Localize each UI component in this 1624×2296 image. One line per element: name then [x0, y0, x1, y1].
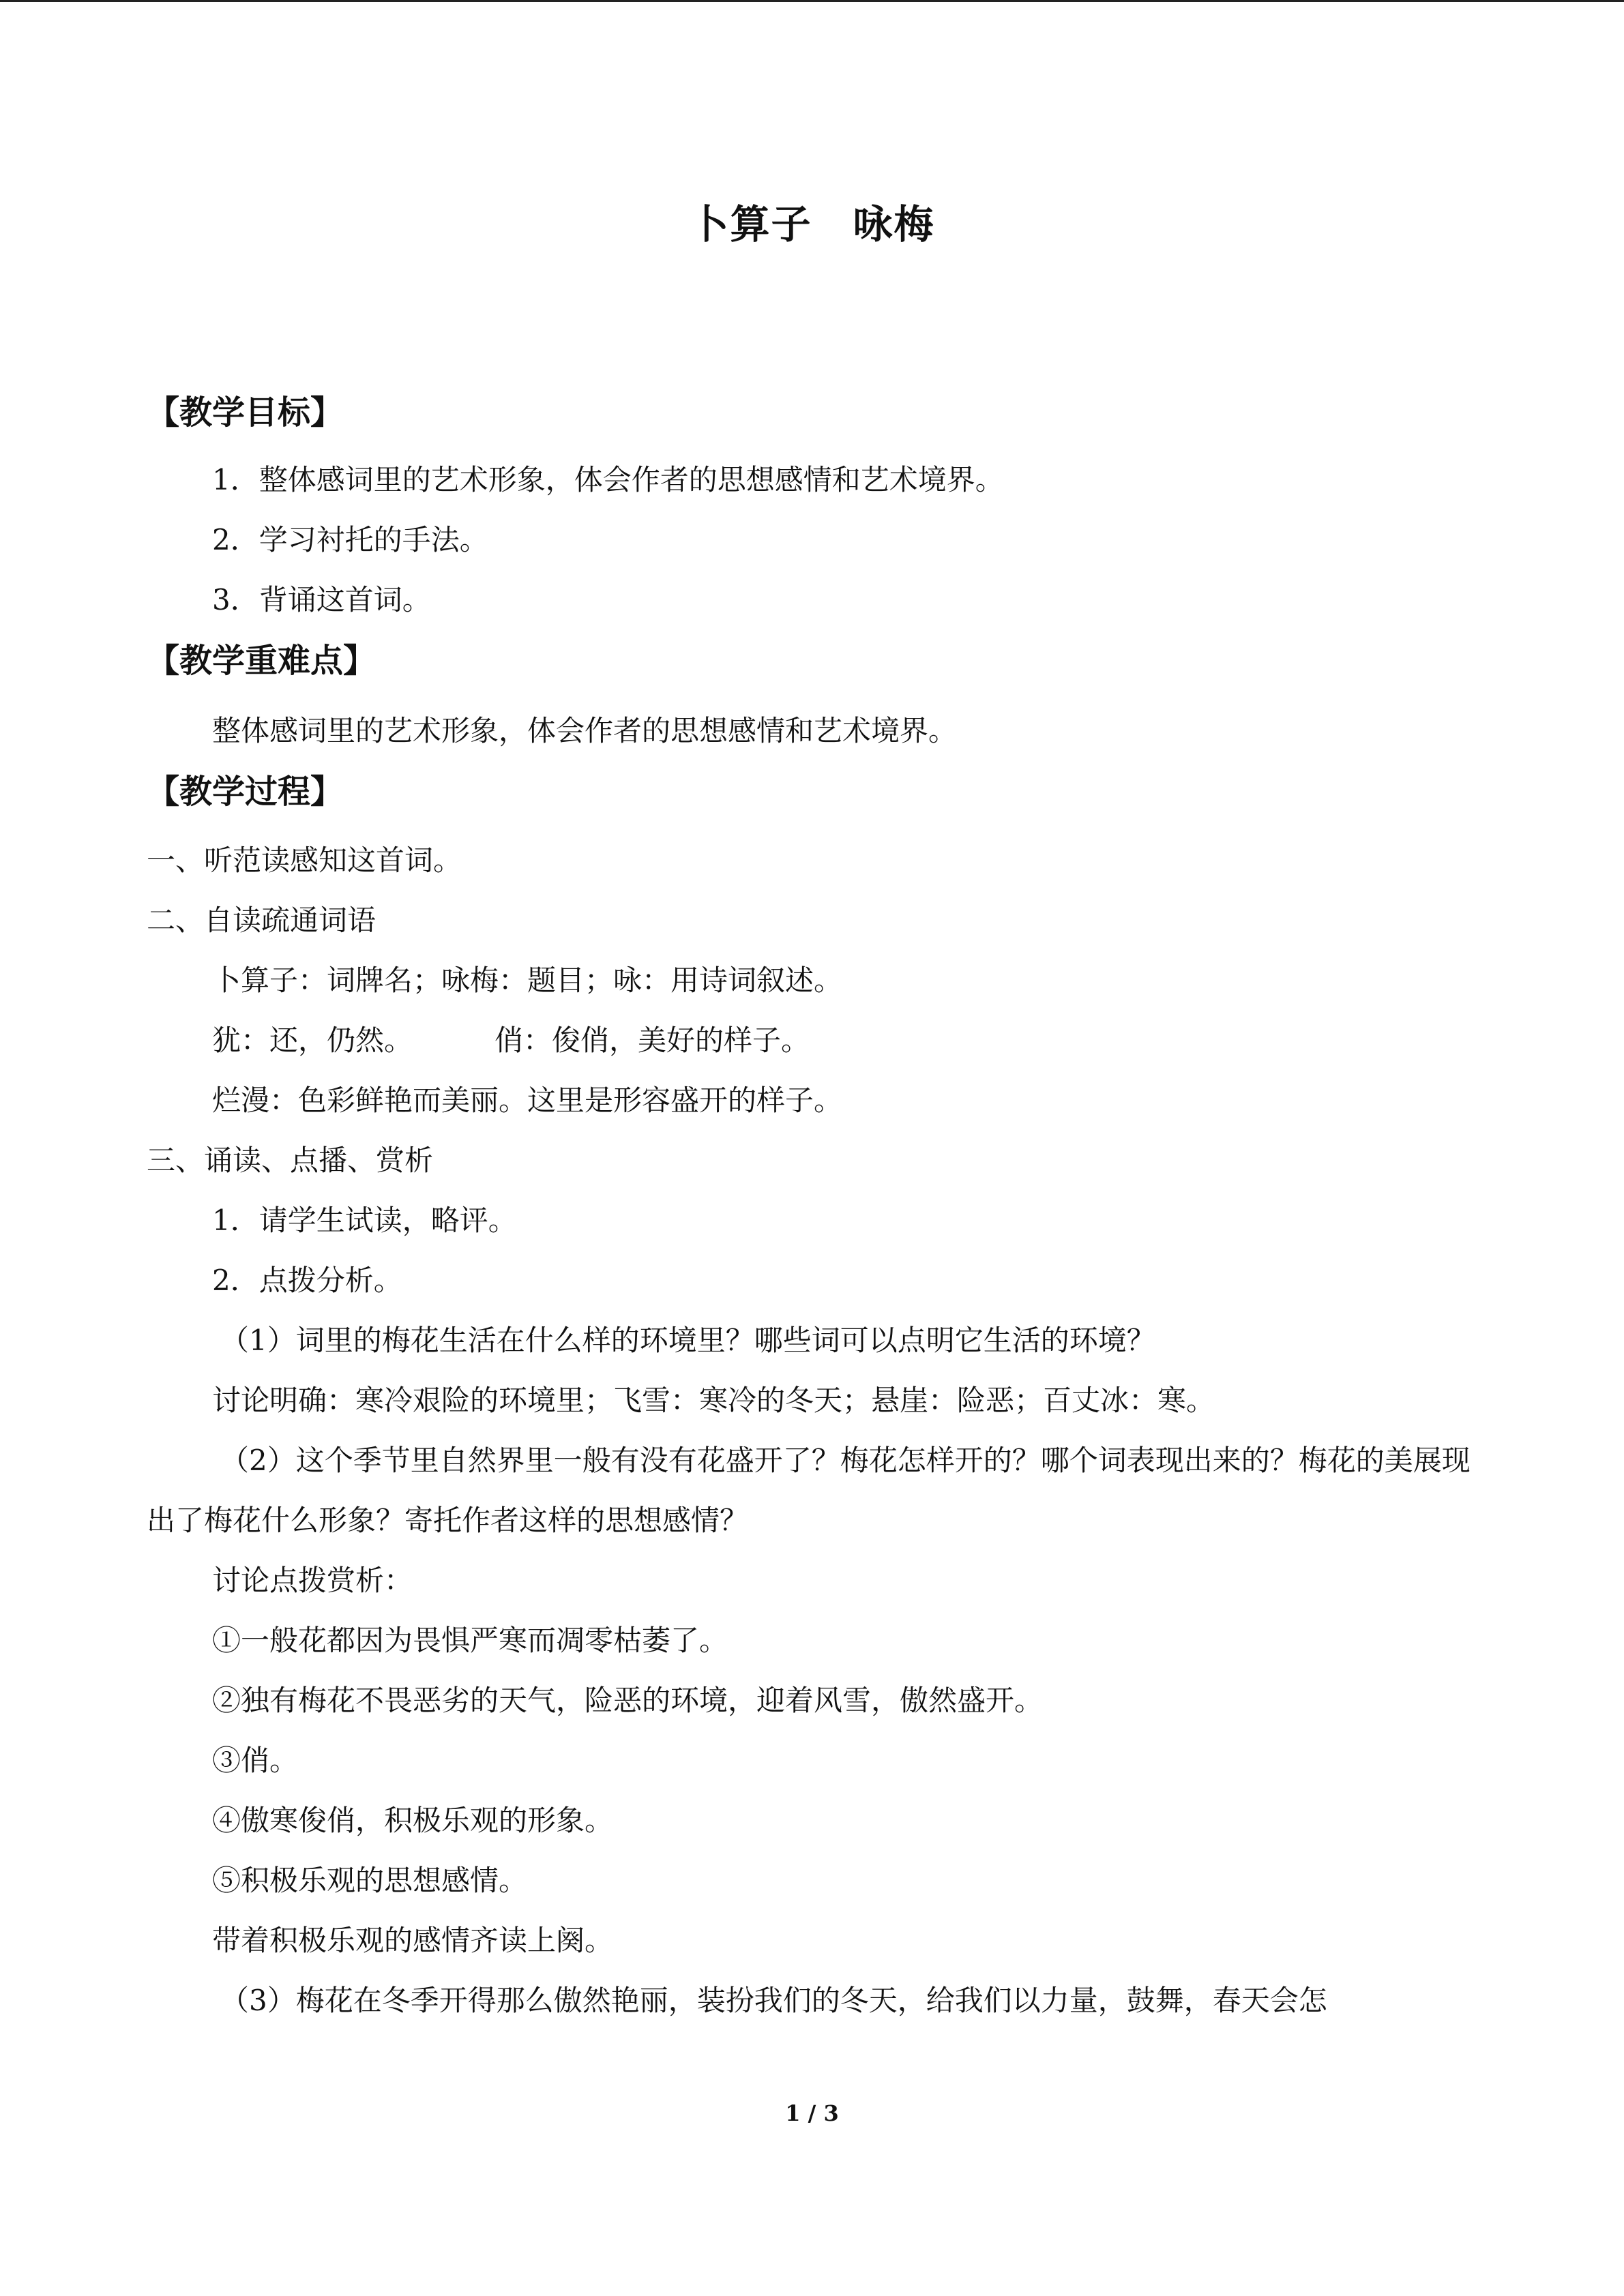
answer-2-item: ②独有梅花不畏恶劣的天气，险恶的环境，迎着风雪，傲然盛开。: [212, 1684, 1044, 1717]
difficulty-section: [147, 630, 1477, 761]
answer-2-item: ⑤积极乐观的思想感情。: [212, 1864, 528, 1897]
question-2: （2）这个季节里自然界里一般有没有花盛开了？梅花怎样开的？哪个词表现出来的？梅花的美展现出了梅花什么形象？寄托作者这样的思想感情？: [147, 1444, 1471, 1537]
process-step-3: 三、诵读、点播、赏析: [147, 1144, 434, 1177]
objectives-heading: 【教学目标】: [147, 393, 344, 432]
sub-step-1: 1．请学生试读，略评。: [212, 1204, 517, 1237]
vocab-qiao: 俏：俊俏，美好的样子。: [494, 1024, 810, 1057]
question-1: （1）词里的梅花生活在什么样的环境里？哪些词可以点明它生活的环境？: [220, 1324, 1155, 1357]
objective-item: 2．学习衬托的手法。: [212, 523, 488, 556]
document-body: [147, 382, 1477, 2031]
sub-step-2: 2．点拨分析。: [212, 1264, 402, 1297]
answer-2-intro: 讨论点拨赏析：: [212, 1564, 413, 1597]
answer-1: 讨论明确：寒冷艰险的环境里；飞雪：寒冷的冬天；悬崖：险恶；百丈冰：寒。: [212, 1384, 1215, 1417]
process-heading: 【教学过程】: [147, 773, 344, 811]
question-3: （3）梅花在冬季开得那么傲然艳丽，装扮我们的冬天，给我们以力量，鼓舞，春天会怎: [220, 1984, 1327, 2017]
answer-2-item: ④傲寒俊俏，积极乐观的形象。: [212, 1804, 614, 1837]
document-title: 卜算子 咏梅: [689, 201, 935, 248]
answer-2-item: ③俏。: [212, 1744, 299, 1777]
process-step-1: 一、听范读感知这首词。: [147, 844, 462, 877]
objective-item: 1．整体感词里的艺术形象，体会作者的思想感情和艺术境界。: [212, 463, 1004, 496]
difficulty-text: 整体感词里的艺术形象，体会作者的思想感情和艺术境界。: [212, 714, 958, 747]
read-aloud-line: 带着积极乐观的感情齐读上阕。: [212, 1924, 614, 1957]
vocab-you: 犹：还，仍然。: [212, 1024, 413, 1057]
objective-item: 3．背诵这首词。: [212, 583, 431, 616]
process-step-2: 二、自读疏通词语: [147, 904, 377, 937]
difficulty-heading: 【教学重难点】: [147, 642, 377, 680]
objectives-section: [147, 382, 1477, 630]
vocab-line-2: [147, 1011, 1477, 1071]
vocab-line-3: 烂漫：色彩鲜艳而美丽。这里是形容盛开的样子。: [212, 1084, 843, 1117]
answer-2-item: ①一般花都因为畏惧严寒而凋零枯萎了。: [212, 1624, 728, 1657]
top-border-line: [0, 0, 1624, 2]
vocab-line-1: 卜算子：词牌名；咏梅：题目；咏：用诗词叙述。: [212, 964, 843, 997]
process-section: [147, 761, 1477, 2031]
page-number: 1 / 3: [785, 2100, 839, 2126]
